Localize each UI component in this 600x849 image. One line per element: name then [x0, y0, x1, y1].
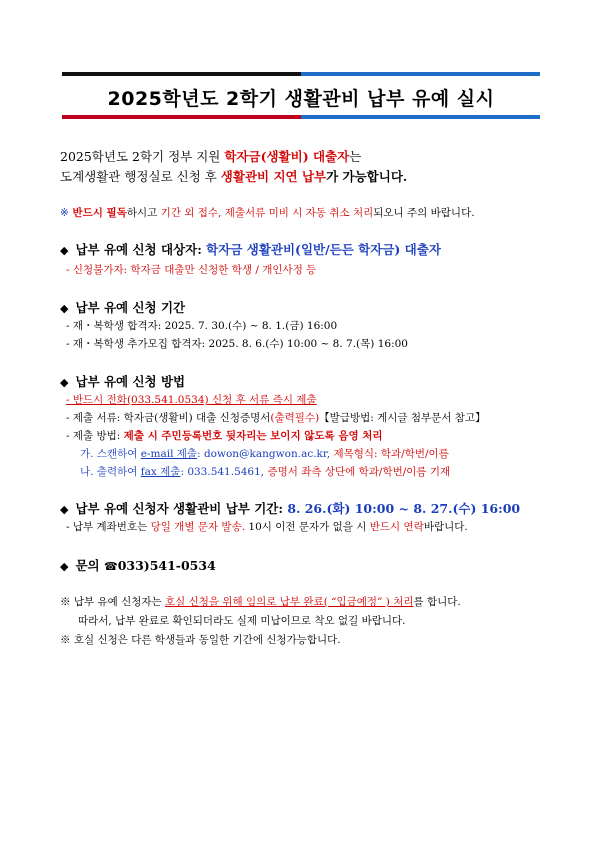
- intro-line-1: [60, 147, 361, 165]
- payment-period: 8. 26.(화) 10:00 ~ 8. 27.(수) 16:00: [287, 501, 521, 516]
- section-heading-highlight: 학자금 생활관비(일반/든든 학자금) 대출자: [206, 242, 441, 257]
- title-top-rule: [62, 72, 540, 76]
- intro-highlight: 학자금(생활비) 대출자: [224, 149, 350, 164]
- diamond-bullet-icon: ◆: [60, 376, 69, 389]
- footer-note-2: [60, 632, 341, 647]
- title-bottom-rule: [62, 115, 540, 119]
- payment-text: 10시 이전 문자가 없을 시: [245, 521, 370, 533]
- notice-text: 되오니 주의 바랍니다.: [373, 207, 475, 219]
- email-submit-link[interactable]: e-mail 제출: [140, 448, 198, 460]
- section-heading-label: 납부 유예 신청 기간: [75, 300, 186, 315]
- fax-submit-link[interactable]: fax 제출: [140, 466, 181, 478]
- payment-text: 바랍니다.: [423, 521, 468, 533]
- section-heading-label: 납부 유예 신청자 생활관비 납부 기간:: [75, 501, 288, 516]
- section-heading-label: 문의: [75, 558, 104, 573]
- section-period-heading: [60, 298, 185, 316]
- intro-highlight: 생활관비 지연 납부: [220, 169, 327, 184]
- note-mark: ※: [60, 634, 71, 646]
- notice-emphasis: 반드시 필독: [68, 207, 127, 219]
- notice-text: 하시고: [126, 207, 161, 219]
- footer-note-1-cont: 따라서, 납부 완료로 확인되더라도 실제 미납이므로 착오 없길 바랍니다.: [78, 615, 406, 627]
- section-target-heading: [60, 240, 441, 258]
- footer-text: 납부 유예 신청자는: [70, 596, 165, 608]
- method-warning: 제출 시 주민등록번호 뒷자리는 보이지 않도록 음영 처리: [123, 430, 383, 442]
- footer-text: 를 합니다.: [413, 596, 461, 608]
- section-payment-heading: [60, 499, 520, 517]
- method-item-submission: [66, 428, 383, 443]
- method-item-documents: [66, 410, 486, 425]
- title-banner: [62, 72, 540, 119]
- diamond-bullet-icon: ◆: [60, 560, 69, 573]
- section-heading-label: 납부 유예 신청 방법: [75, 374, 186, 389]
- intro-text: 는: [349, 149, 362, 164]
- method-text: - 제출 방법:: [66, 430, 124, 442]
- method-required: (출력필수): [270, 412, 320, 424]
- intro-text: 가 가능합니다.: [326, 169, 408, 184]
- email-subject-format: 제목형식: 학과/학번/이름: [333, 448, 449, 460]
- note-mark: ※: [60, 596, 71, 608]
- contact-phone: 033)541-0534: [117, 558, 216, 573]
- footer-text: 호실 신청은 다른 학생들과 동일한 기간에 신청가능합니다.: [70, 634, 341, 646]
- period-item-1: - 재・복학생 합격자: 2025. 7. 30.(수) ~ 8. 1.(금) 16:00: [66, 320, 338, 332]
- intro-line-2: [60, 167, 407, 185]
- method-sub-email: [80, 446, 449, 461]
- diamond-bullet-icon: ◆: [60, 503, 69, 516]
- notice-warning: 기간 외 접수, 제출서류 미비 시 자동 취소 처리: [160, 207, 374, 219]
- payment-sms-note: 당일 개별 문자 발송.: [150, 521, 246, 533]
- payment-text: - 납부 계좌번호는: [66, 521, 151, 533]
- notice-line: [60, 205, 475, 220]
- section-heading-label: 납부 유예 신청 대상자:: [75, 242, 207, 257]
- target-exclusion-item: - 신청불가자: 학자금 대출만 신청한 학생 / 개인사정 등: [66, 264, 317, 276]
- payment-contact-note: 반드시 연락: [369, 521, 424, 533]
- email-address: : dowon@kangwon.ac.kr,: [197, 448, 334, 460]
- notice-mark: ※: [60, 207, 69, 219]
- diamond-bullet-icon: ◆: [60, 302, 69, 315]
- page-title: 2025학년도 2학기 생활관비 납부 유예 실시: [107, 88, 495, 110]
- footer-note-1: [60, 594, 461, 609]
- fax-format-note: 증명서 좌측 상단에 학과/학번/이름 기재: [267, 466, 451, 478]
- method-sub-label: 가. 스캔하여: [80, 448, 141, 460]
- method-sub-fax: [80, 464, 450, 479]
- method-sub-label: 나. 출력하여: [80, 466, 141, 478]
- section-method-heading: [60, 372, 185, 390]
- method-item-phone: - 반드시 전화(033.541.0534) 신청 후 서류 즉시 제출: [66, 394, 317, 406]
- intro-text: 도계생활관 행정실로 신청 후: [60, 169, 221, 184]
- payment-item: [66, 519, 468, 534]
- period-item-2: - 재・복학생 추가모집 합격자: 2025. 8. 6.(수) 10:00 ~ 8. 7.(목) 16:00: [66, 338, 408, 350]
- method-text: 【발급방법: 게시글 첨부문서 참고】: [319, 412, 486, 424]
- footer-highlight: 호실 신청을 위해 임의로 납부 완료( “입금예정” ) 처리: [165, 596, 414, 608]
- fax-number: : 033.541.5461,: [180, 466, 268, 478]
- method-text: - 제출 서류: 학자금(생활비) 대출 신청증명서: [66, 412, 271, 424]
- intro-text: 2025학년도 2학기 정부 지원: [60, 149, 225, 164]
- diamond-bullet-icon: ◆: [60, 244, 69, 257]
- section-contact-heading: [60, 556, 216, 574]
- phone-icon: ☎: [103, 560, 118, 573]
